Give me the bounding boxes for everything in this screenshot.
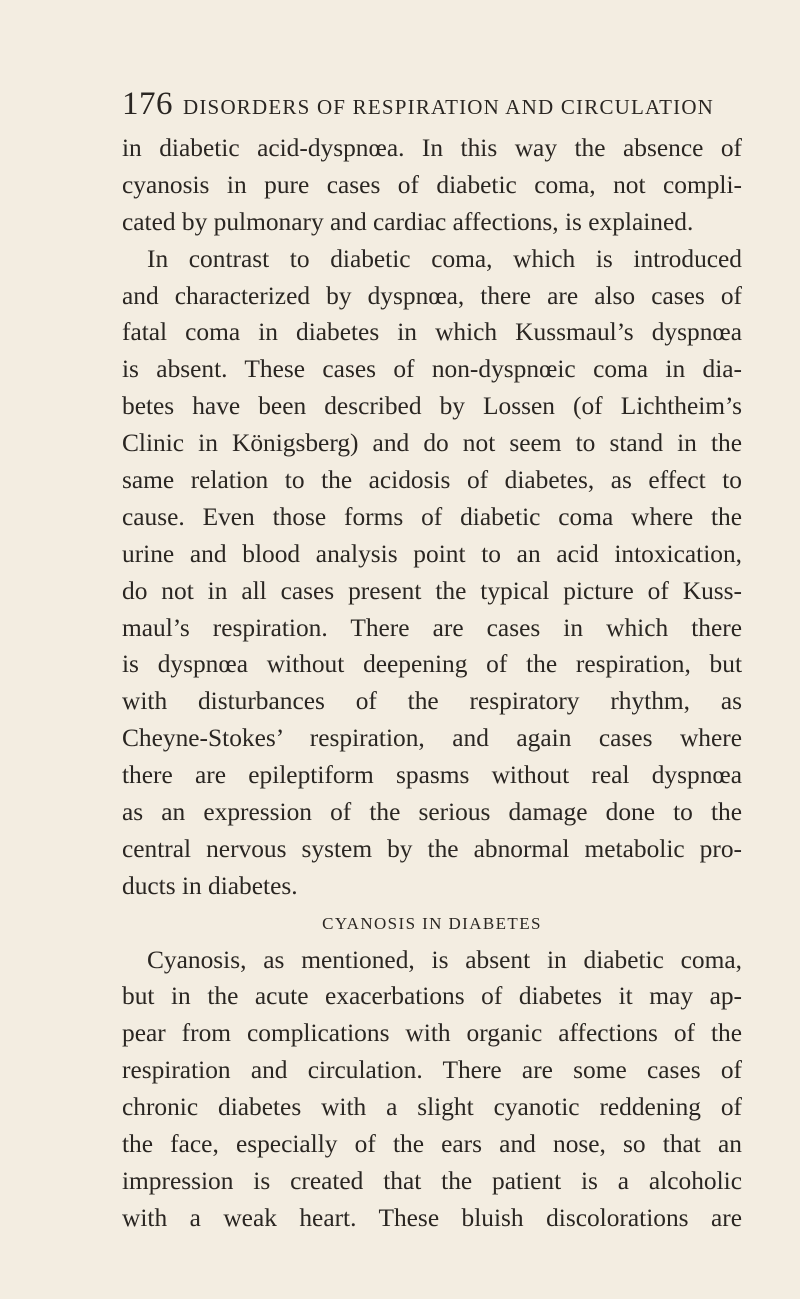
section-heading: CYANOSIS IN DIABETES — [322, 913, 542, 933]
text-line: is dyspnœa without deepening of the respiration, but — [122, 650, 742, 679]
text-line: pear from complications with organic affections of the — [122, 1019, 742, 1048]
text-line: fatal coma in diabetes in which Kussmaul’s dyspnœa — [122, 318, 742, 347]
paragraph — [122, 241, 742, 905]
text-line: chronic diabetes with a slight cyanotic reddening of — [122, 1093, 742, 1122]
text-line: ducts in diabetes. — [122, 871, 298, 900]
text-line: the face, especially of the ears and nose, so that an — [122, 1130, 742, 1159]
text-line: do not in all cases present the typical picture of Kuss- — [122, 576, 742, 605]
text-line: impression is created that the patient is a alcoholic — [122, 1166, 742, 1195]
text-line: is absent. These cases of non-dyspnœic coma in dia- — [122, 355, 742, 384]
running-head-title: DISORDERS OF RESPIRATION AND CIRCULATION — [183, 95, 715, 119]
paragraph — [122, 130, 742, 241]
text-line: Cheyne-Stokes’ respiration, and again cases where — [122, 724, 742, 753]
text-line: as an expression of the serious damage done to the — [122, 798, 742, 827]
text-line: but in the acute exacerbations of diabetes it may ap- — [122, 982, 742, 1011]
text-line: cated by pulmonary and cardiac affections, is explained. — [122, 207, 694, 236]
text-line: and characterized by dyspnœa, there are also cases of — [122, 281, 742, 310]
text-line: central nervous system by the abnormal metabolic pro- — [122, 834, 742, 863]
page-number: 176 — [122, 86, 173, 122]
text-line: urine and blood analysis point to an acid intoxication, — [122, 539, 742, 568]
text-line: with a weak heart. These bluish discolorations are — [122, 1203, 742, 1232]
text-line: cause. Even those forms of diabetic coma where the — [122, 502, 742, 531]
text-line: with disturbances of the respiratory rhythm, as — [122, 687, 742, 716]
text-line: In contrast to diabetic coma, which is introduced — [147, 244, 742, 273]
running-head — [122, 86, 742, 126]
text-line: in diabetic acid-dyspnœa. In this way the absence of — [122, 134, 742, 162]
text-line: same relation to the acidosis of diabetes, as effect to — [122, 466, 742, 495]
text-line: respiration and circulation. There are some cases of — [122, 1056, 742, 1085]
text-line: cyanosis in pure cases of diabetic coma, not compli- — [122, 170, 742, 199]
text-line: betes have been described by Lossen (of Lichtheim’s — [122, 392, 742, 421]
paragraph — [122, 942, 742, 1237]
body-text — [122, 130, 742, 1237]
text-line: Clinic in Königsberg) and do not seem to stand in the — [122, 429, 742, 458]
text-line: there are epileptiform spasms without real dyspnœa — [122, 761, 742, 790]
text-line: maul’s respiration. There are cases in which there — [122, 613, 742, 642]
text-line: Cyanosis, as mentioned, is absent in diabetic coma, — [147, 945, 742, 974]
